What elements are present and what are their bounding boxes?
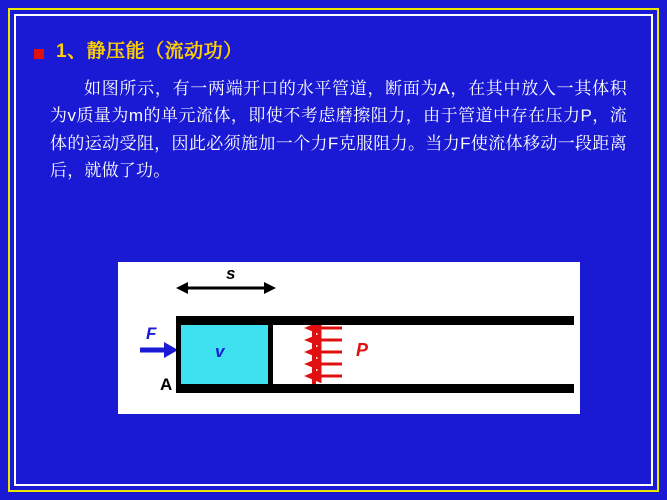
fluid-element: [180, 325, 269, 384]
fluid-left-face: [176, 322, 181, 387]
pipe-top-wall: [176, 316, 574, 325]
slide-content: [26, 40, 641, 460]
page-title: 1、静压能（流动功）: [56, 41, 243, 62]
label-force-f: F: [146, 324, 157, 343]
label-area-a: A: [160, 375, 173, 394]
label-pressure-p: P: [356, 340, 369, 360]
heading-row: [34, 40, 641, 65]
pipe-bottom-wall: [176, 384, 574, 393]
label-distance-s: s: [226, 264, 236, 283]
fluid-right-face: [268, 322, 273, 387]
bullet-square-icon: [34, 49, 44, 59]
figure-pipe-diagram: [118, 262, 580, 414]
label-volume-v: v: [215, 342, 225, 361]
body-paragraph: 如图所示，有一两端开口的水平管道，断面为A，在其中放入一其体积为v质量为m的单元流体，即使不考虑磨擦阻力，由于管道中存在压力P，流体的运动受阻，因此必须施加一个力F克服阻力。当力F使流体移动一段距离后，就做了功。: [50, 78, 627, 181]
